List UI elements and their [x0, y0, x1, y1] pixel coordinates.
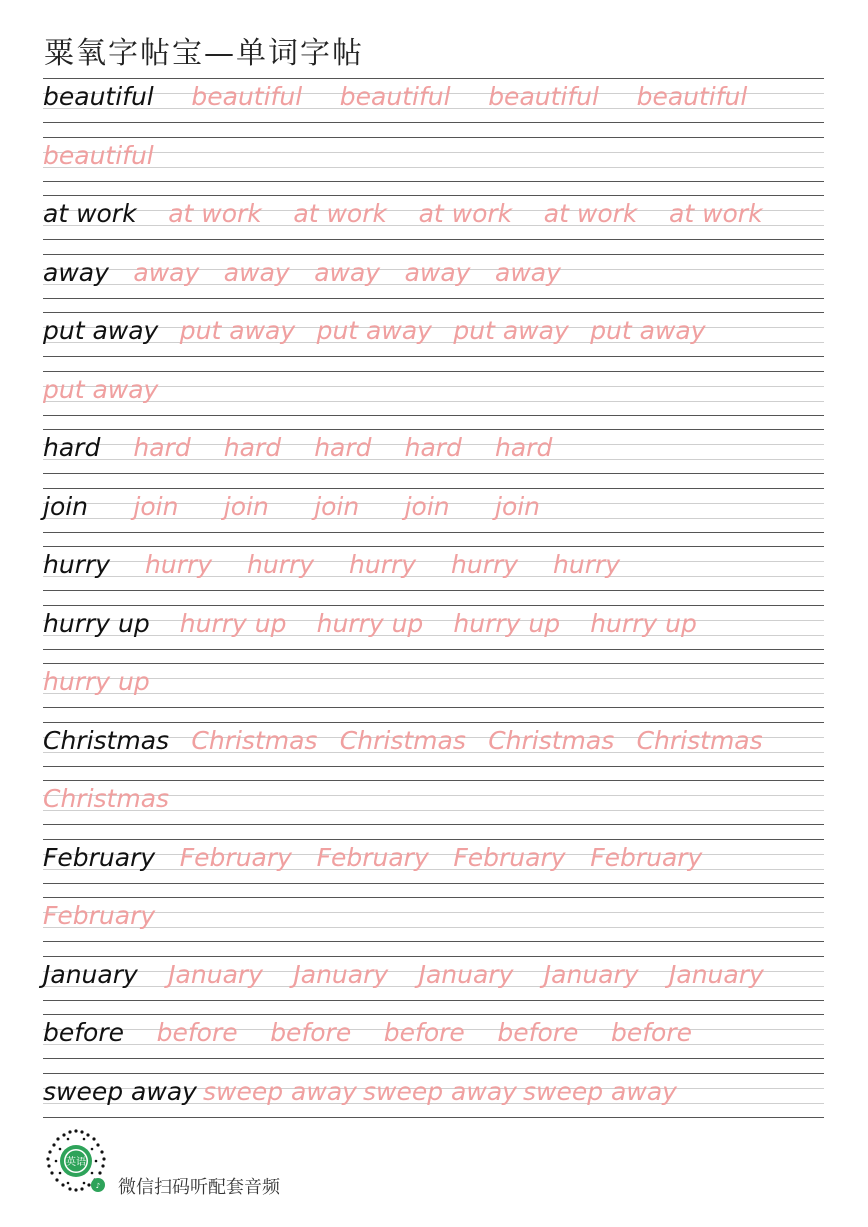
footer-caption: 微信扫码听配套音频 — [118, 1177, 280, 1198]
trace-word: beautiful — [339, 82, 451, 111]
trace-word: put away — [43, 374, 159, 404]
row-words — [43, 605, 824, 650]
model-word: sweep away — [43, 1076, 197, 1106]
row-words — [43, 312, 824, 357]
model-word: Christmas — [43, 725, 170, 755]
trace-word: hurry up — [43, 667, 150, 696]
model-word: hard — [43, 433, 101, 462]
model-word: hurry up — [43, 608, 150, 638]
svg-text:♪: ♪ — [95, 1182, 101, 1190]
row-words — [43, 254, 824, 299]
trace-word: hurry — [247, 550, 315, 579]
trace-word: Christmas — [636, 725, 763, 755]
trace-word: at work — [293, 199, 387, 228]
trace-word: join — [223, 491, 269, 521]
trace-word: before — [156, 1018, 238, 1047]
trace-word: hard — [404, 433, 462, 462]
trace-word: away — [223, 257, 290, 287]
trace-word: January — [293, 959, 389, 989]
trace-word: join — [314, 491, 360, 521]
row-words — [43, 1073, 824, 1118]
trace-word: at work — [669, 199, 763, 228]
practice-row — [43, 371, 824, 416]
qr-badge-label: 英语 — [66, 1157, 86, 1168]
trace-word: put away — [453, 316, 569, 345]
trace-word: away — [495, 257, 561, 287]
trace-word: before — [497, 1018, 579, 1047]
row-words — [43, 429, 824, 474]
trace-word: at work — [543, 199, 638, 228]
trace-word: hurry up — [453, 608, 561, 638]
practice-row — [43, 78, 824, 123]
practice-row — [43, 1014, 824, 1059]
row-words — [43, 897, 824, 942]
row-words — [43, 371, 824, 416]
trace-word: Christmas — [339, 725, 466, 755]
practice-row — [43, 897, 824, 942]
trace-word: February — [590, 842, 703, 872]
row-words — [43, 780, 824, 825]
practice-row — [43, 254, 824, 299]
row-words — [43, 956, 824, 1001]
trace-word: put away — [179, 316, 296, 345]
trace-word: Christmas — [43, 784, 170, 813]
trace-word: hard — [495, 433, 553, 462]
row-words — [43, 722, 824, 767]
trace-word: sweep away — [203, 1076, 357, 1106]
trace-word: before — [383, 1018, 465, 1047]
practice-row — [43, 1073, 824, 1118]
trace-word: put away — [590, 316, 706, 345]
qr-code-icon[interactable] — [40, 1125, 112, 1197]
trace-word: hurry — [145, 550, 213, 579]
trace-word: hurry — [451, 550, 519, 579]
trace-word: hurry up — [316, 608, 424, 638]
trace-word: put away — [316, 316, 432, 345]
trace-word: beautiful — [636, 82, 748, 111]
trace-word: join — [495, 491, 541, 521]
practice-row — [43, 722, 824, 767]
trace-word: hurry up — [179, 608, 287, 638]
model-word: at work — [43, 199, 137, 228]
trace-word: beautiful — [43, 140, 154, 170]
row-words — [43, 137, 824, 182]
footer — [40, 1125, 440, 1200]
row-words — [43, 546, 824, 591]
practice-row — [43, 429, 824, 474]
practice-row — [43, 605, 824, 650]
practice-row — [43, 488, 824, 533]
trace-word: January — [543, 959, 639, 989]
trace-word: sweep away — [523, 1076, 677, 1106]
trace-word: February — [43, 901, 156, 930]
trace-word: February — [316, 842, 429, 872]
trace-word: away — [404, 257, 471, 287]
practice-row — [43, 663, 824, 708]
trace-word: January — [168, 959, 263, 989]
model-word: before — [43, 1018, 125, 1047]
practice-row — [43, 956, 824, 1001]
model-word: away — [43, 257, 109, 287]
trace-word: beautiful — [488, 82, 599, 111]
model-word: January — [43, 959, 138, 989]
trace-word: February — [179, 842, 292, 872]
row-words — [43, 839, 824, 884]
model-word: February — [43, 842, 156, 872]
trace-word: February — [453, 842, 566, 872]
trace-word: hurry — [553, 550, 621, 579]
row-words — [43, 195, 824, 240]
trace-word: at work — [168, 199, 262, 228]
model-word: join — [43, 491, 89, 521]
trace-word: join — [133, 491, 179, 521]
trace-word: join — [404, 491, 450, 521]
practice-row — [43, 546, 824, 591]
trace-word: at work — [418, 199, 513, 228]
practice-row — [43, 312, 824, 357]
row-words — [43, 663, 824, 708]
trace-word: before — [270, 1018, 352, 1047]
trace-word: hard — [223, 433, 282, 462]
row-words — [43, 488, 824, 533]
practice-row — [43, 780, 824, 825]
trace-word: hard — [314, 433, 372, 462]
trace-word: beautiful — [191, 82, 303, 111]
trace-word: hard — [133, 433, 191, 462]
trace-word: Christmas — [488, 725, 615, 755]
row-words — [43, 1014, 824, 1059]
trace-word: Christmas — [191, 725, 318, 755]
practice-row — [43, 839, 824, 884]
model-word: hurry — [43, 550, 111, 579]
model-word: beautiful — [43, 82, 154, 111]
row-words — [43, 78, 824, 123]
trace-word: January — [418, 959, 514, 989]
model-word: put away — [43, 316, 159, 345]
trace-word: away — [314, 257, 381, 287]
page-title: 粟氧字帖宝—单词字帖 — [44, 36, 364, 71]
trace-word: away — [133, 257, 200, 287]
trace-word: hurry up — [590, 608, 697, 638]
trace-word: before — [611, 1018, 693, 1047]
trace-word: January — [669, 959, 764, 989]
practice-row — [43, 137, 824, 182]
practice-row — [43, 195, 824, 240]
trace-word: hurry — [349, 550, 417, 579]
trace-word: sweep away — [363, 1076, 517, 1106]
